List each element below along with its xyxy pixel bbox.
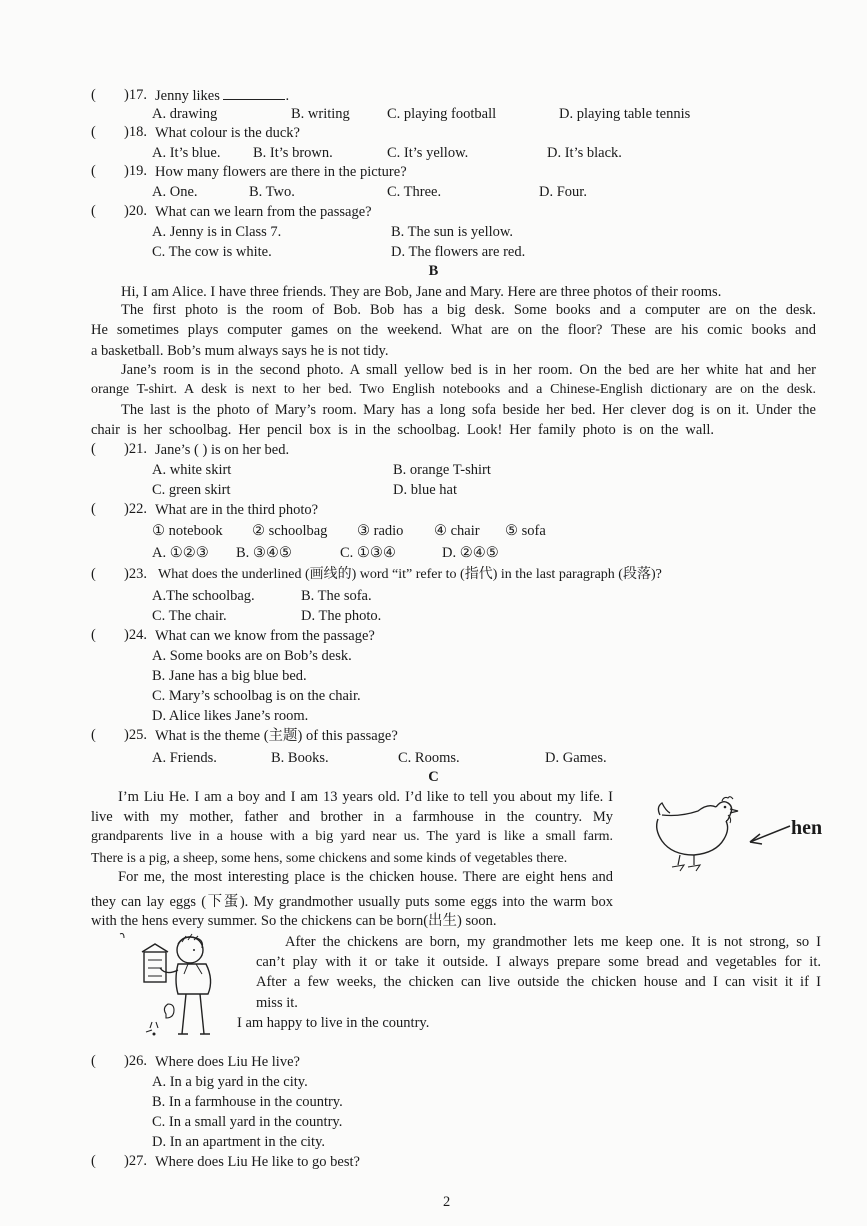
- option: D. Games.: [545, 750, 607, 766]
- stem-text: Jenny likes: [155, 88, 220, 104]
- question-number: )23.: [124, 566, 147, 582]
- option: A. ①②③: [152, 545, 209, 561]
- option: A.The schoolbag.: [152, 588, 255, 604]
- answer-paren: (: [91, 1053, 96, 1069]
- section-heading-b: B: [428, 263, 439, 279]
- option: D. Alice likes Jane’s room.: [152, 708, 309, 724]
- question-number: )20.: [124, 203, 147, 219]
- choice-item: ② schoolbag: [252, 523, 328, 539]
- question-stem: Where does Liu He live?: [155, 1054, 300, 1070]
- answer-paren: (: [91, 727, 96, 743]
- option: C. Three.: [387, 184, 442, 200]
- passage-line: they can lay eggs (下蛋). My grandmother usually puts some eggs into the warm box: [91, 894, 613, 910]
- question-number: )26.: [124, 1053, 147, 1069]
- question-number: )21.: [124, 441, 147, 457]
- option: D. In an apartment in the city.: [152, 1134, 326, 1150]
- answer-blank: [223, 87, 285, 100]
- option: C. ①③④: [340, 545, 396, 561]
- option: D. blue hat: [393, 482, 458, 498]
- option: A. In a big yard in the city.: [152, 1074, 308, 1090]
- question-stem: Where does Liu He like to go best?: [155, 1154, 360, 1170]
- option: B. Jane has a big blue bed.: [152, 668, 307, 684]
- option: B. writing: [291, 106, 350, 122]
- hen-label: hen: [791, 817, 823, 839]
- passage-line: After the chickens are born, my grandmother lets me keep one. It is not strong, so I: [285, 934, 821, 950]
- option: C. It’s yellow.: [387, 145, 469, 161]
- question-stem: What does the underlined (画线的) word “it” refer to (指代) in the last paragraph (段落)?: [158, 567, 662, 582]
- option: C. green skirt: [152, 482, 231, 498]
- option: B. ③④⑤: [236, 545, 292, 561]
- option: D. playing table tennis: [559, 106, 691, 122]
- option: C. In a small yard in the country.: [152, 1114, 343, 1130]
- choice-item: ① notebook: [152, 523, 223, 539]
- option: A. Friends.: [152, 750, 217, 766]
- option: B. In a farmhouse in the country.: [152, 1094, 343, 1110]
- passage-line: grandparents live in a house with a big yard near us. The yard is like a small farm.: [91, 829, 613, 844]
- option: B. The sofa.: [301, 588, 372, 604]
- question-stem: How many flowers are there in the picture?: [155, 164, 407, 180]
- passage-line: live with my mother, father and brother in a farmhouse in the country. My: [91, 809, 613, 825]
- question-stem: What are in the third photo?: [155, 502, 319, 518]
- option: C. The cow is white.: [152, 244, 272, 260]
- passage-line: He sometimes plays computer games on the weekend. What are on the floor? These are his comic books and: [91, 322, 816, 338]
- choice-item: ③ radio: [357, 523, 404, 539]
- answer-paren: (: [91, 203, 96, 219]
- option: C. Mary’s schoolbag is on the chair.: [152, 688, 361, 704]
- question-number: )18.: [124, 124, 147, 140]
- passage-line: I am happy to live in the country.: [237, 1015, 430, 1031]
- question-stem: What colour is the duck?: [155, 125, 300, 141]
- answer-paren: (: [91, 627, 96, 643]
- answer-paren: (: [91, 163, 96, 179]
- option: B. orange T-shirt: [393, 462, 491, 478]
- question-number: )19.: [124, 163, 147, 179]
- option: D. The flowers are red.: [391, 244, 526, 260]
- passage-line: For me, the most interesting place is the chicken house. There are eight hens and: [118, 869, 613, 885]
- choice-item: ⑤ sofa: [505, 523, 546, 539]
- passage-line: miss it.: [256, 995, 298, 1011]
- answer-paren: (: [91, 87, 96, 103]
- option: C. playing football: [387, 106, 497, 122]
- answer-paren: (: [91, 124, 96, 140]
- option: A. drawing: [152, 106, 218, 122]
- passage-line: The last is the photo of Mary’s room. Mary has a long sofa beside her bed. Her clever dog is on it. Under the: [121, 402, 816, 418]
- passage-line: chair is her schoolbag. Her pencil box is in the schoolbag. Look! Her family photo is on the wall.: [91, 422, 714, 438]
- passage-line: can’t play with it or take it outside. I always prepare some bread and vegetables for it.: [256, 954, 821, 970]
- option: B. The sun is yellow.: [391, 224, 514, 240]
- option: C. The chair.: [152, 608, 227, 624]
- answer-paren: (: [91, 566, 96, 582]
- question-number: )27.: [124, 1153, 147, 1169]
- passage-line: a basketball. Bob’s mum always says he is not tidy.: [91, 343, 389, 359]
- choice-item: ④ chair: [434, 523, 480, 539]
- option: D. It’s black.: [547, 145, 622, 161]
- answer-paren: (: [91, 441, 96, 457]
- option: D. ②④⑤: [442, 545, 499, 561]
- question-stem: Jane’s ( ) is on her bed.: [155, 442, 290, 458]
- section-heading-c: C: [428, 769, 439, 785]
- page-number: 2: [443, 1194, 451, 1210]
- passage-line: Jane’s room is in the second photo. A small yellow bed is in her room. On the bed are her white hat and her: [121, 362, 816, 378]
- passage-line: with the hens every summer. So the chickens can be born(出生) soon.: [91, 913, 497, 929]
- hen-illustration: [650, 793, 746, 875]
- question-stem: What is the theme (主题) of this passage?: [155, 728, 398, 744]
- option: A. One.: [152, 184, 198, 200]
- option: A. Some books are on Bob’s desk.: [152, 648, 352, 664]
- question-stem: [155, 87, 289, 105]
- passage-line: I’m Liu He. I am a boy and I am 13 years old. I’d like to tell you about my life. I: [118, 789, 613, 805]
- passage-line: orange T-shirt. A desk is next to her bed. Two English notebooks and a Chinese-English dictionary are on the desk.: [91, 382, 816, 397]
- option: D. Four.: [539, 184, 587, 200]
- option: B. Two.: [249, 184, 295, 200]
- question-number: )25.: [124, 727, 147, 743]
- option: B. It’s brown.: [253, 145, 333, 161]
- answer-paren: (: [91, 1153, 96, 1169]
- option: C. Rooms.: [398, 750, 460, 766]
- option: A. white skirt: [152, 462, 232, 478]
- passage-line: The first photo is the room of Bob. Bob has a big desk. Some books and a computer are on the desk.: [121, 302, 816, 318]
- question-stem: What can we learn from the passage?: [155, 204, 372, 220]
- option: B. Books.: [271, 750, 329, 766]
- question-number: )17.: [124, 87, 147, 103]
- question-stem: What can we know from the passage?: [155, 628, 375, 644]
- question-number: )22.: [124, 501, 147, 517]
- pointer-arrow-icon: [746, 822, 792, 848]
- passage-line: After a few weeks, the chicken can live outside the chicken house and I can visit it if I: [256, 974, 821, 990]
- option: D. The photo.: [301, 608, 382, 624]
- answer-paren: (: [91, 501, 96, 517]
- passage-line: Hi, I am Alice. I have three friends. They are Bob, Jane and Mary. Here are three photos of their rooms.: [121, 284, 722, 300]
- option: A. Jenny is in Class 7.: [152, 224, 282, 240]
- option: A. It’s blue.: [152, 145, 221, 161]
- boy-with-chicken-illustration: [116, 930, 252, 1042]
- question-number: )24.: [124, 627, 147, 643]
- passage-line: There is a pig, a sheep, some hens, some chickens and some kinds of vegetables there.: [91, 850, 568, 865]
- stem-end: .: [285, 88, 290, 104]
